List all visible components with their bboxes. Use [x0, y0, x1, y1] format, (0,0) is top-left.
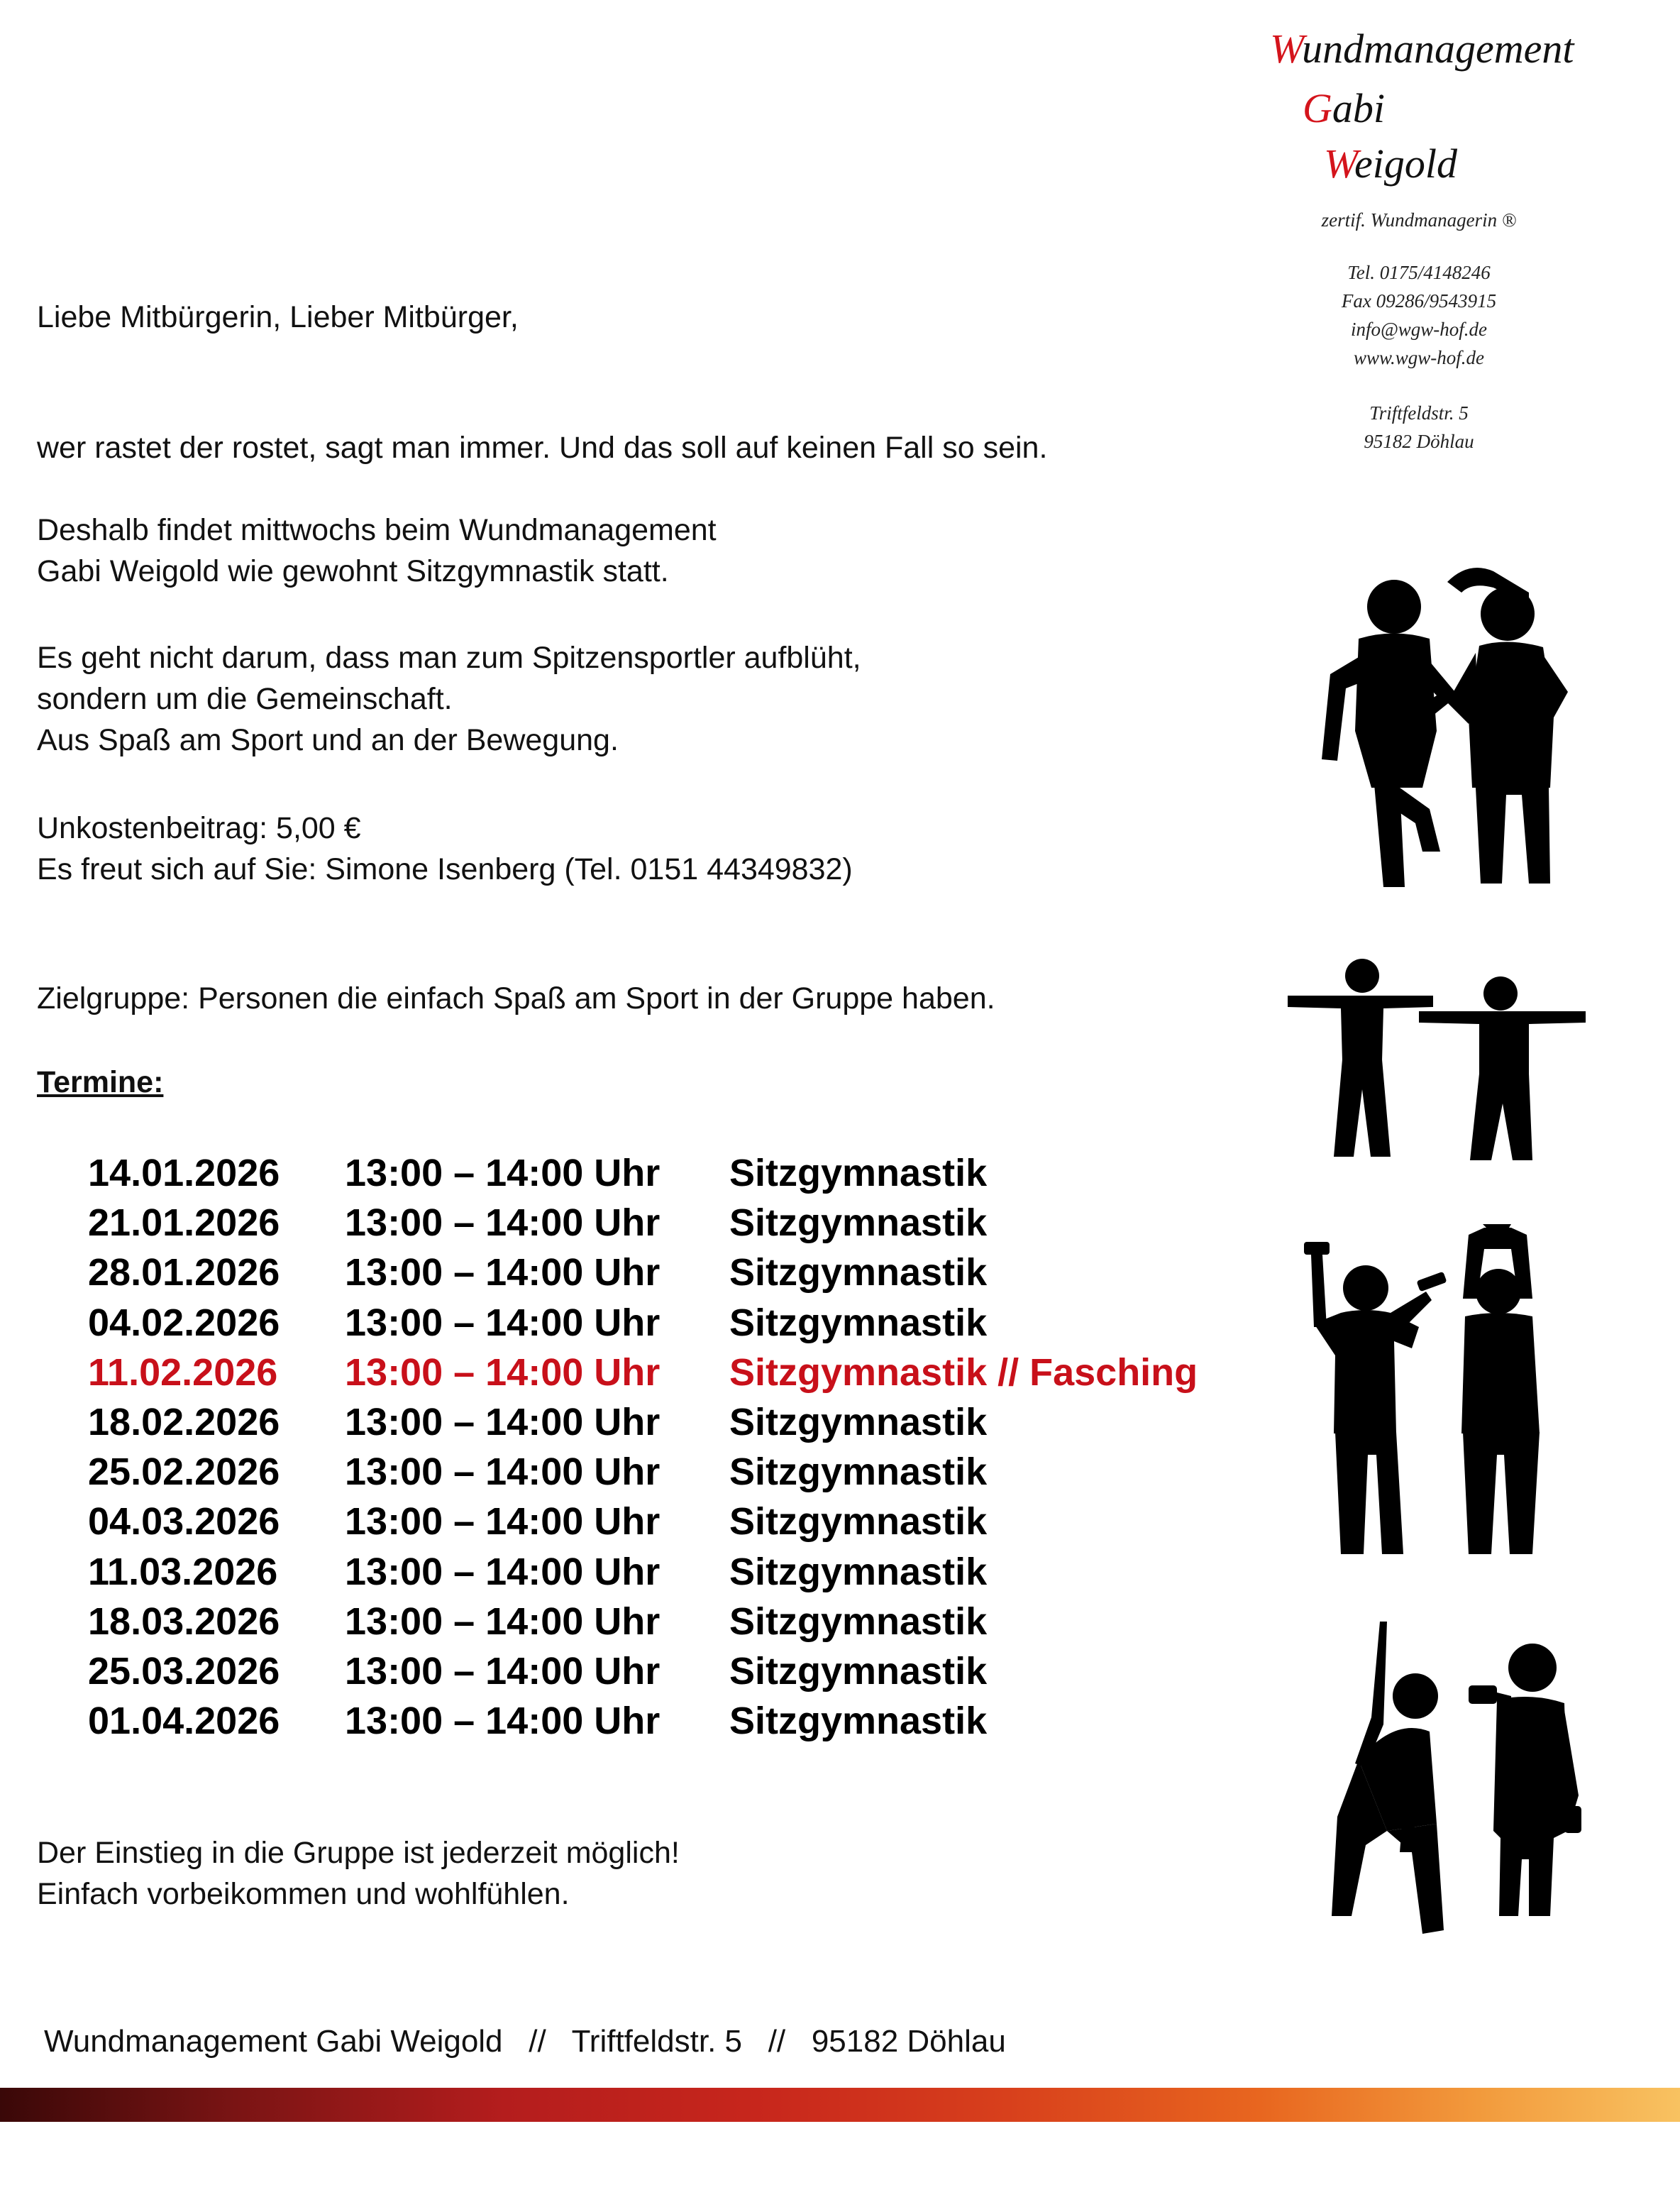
schedule-event: Sitzgymnastik — [729, 1649, 988, 1693]
schedule-date: 18.02.2026 — [88, 1400, 280, 1443]
schedule-event: Sitzgymnastik — [729, 1550, 988, 1593]
schedule-event: Sitzgymnastik // Fasching — [729, 1350, 1198, 1394]
fee: Unkostenbeitrag: 5,00 € — [37, 811, 361, 845]
closing-line-2: Einfach vorbeikommen und wohlfühlen. — [37, 1877, 570, 1911]
schedule-time: 13:00 – 14:00 Uhr — [345, 1201, 661, 1245]
schedule-date: 04.03.2026 — [88, 1500, 280, 1543]
schedule-date: 25.03.2026 — [88, 1649, 280, 1693]
schedule-row — [88, 1298, 1198, 1348]
schedule-date: 28.01.2026 — [88, 1251, 280, 1294]
schedule-event: Sitzgymnastik — [729, 1201, 988, 1245]
schedule-date: 11.03.2026 — [88, 1550, 278, 1593]
schedule-row — [88, 1148, 1198, 1198]
schedule-event: Sitzgymnastik — [729, 1451, 988, 1494]
paragraph-1: wer rastet der rostet, sagt man immer. Und das soll auf keinen Fall so sein. — [37, 431, 1048, 465]
schedule-time: 13:00 – 14:00 Uhr — [345, 1400, 661, 1443]
city: 95182 Döhlau — [1364, 431, 1474, 452]
schedule-date: 04.02.2026 — [88, 1301, 280, 1344]
salutation: Liebe Mitbürgerin, Lieber Mitbürger, — [37, 300, 519, 334]
schedule-row — [88, 1547, 1198, 1597]
schedule-date: 18.03.2026 — [88, 1600, 280, 1643]
schedule-date: 25.02.2026 — [88, 1451, 280, 1494]
paragraph-3-line-2: sondern um die Gemeinschaft. — [37, 682, 453, 716]
target-group: Zielgruppe: Personen die einfach Spaß am Sport in der Gruppe haben. — [37, 981, 995, 1016]
certification: zertif. Wundmanagerin ® — [1321, 209, 1517, 231]
schedule-event: Sitzgymnastik — [729, 1301, 988, 1344]
schedule-row-highlight — [88, 1348, 1198, 1397]
schedule-row — [88, 1597, 1198, 1646]
schedule-list — [88, 1148, 1198, 1746]
schedule-event: Sitzgymnastik — [729, 1600, 988, 1643]
schedule-event: Sitzgymnastik — [729, 1700, 988, 1743]
schedule-time: 13:00 – 14:00 Uhr — [345, 1550, 661, 1593]
closing-line-1: Der Einstieg in die Gruppe ist jederzeit möglich! — [37, 1836, 680, 1870]
schedule-row — [88, 1198, 1198, 1248]
schedule-row — [88, 1447, 1198, 1497]
seniors-side-stretch-icon — [1316, 1618, 1600, 1952]
schedule-row — [88, 1397, 1198, 1447]
seniors-arms-extended-icon — [1284, 954, 1589, 1167]
contact: Es freut sich auf Sie: Simone Isenberg (Tel. 0151 44349832) — [37, 852, 853, 886]
schedule-time: 13:00 – 14:00 Uhr — [345, 1251, 661, 1294]
seniors-balance-pose-icon — [1316, 554, 1586, 894]
email-link[interactable]: info@wgw-hof.de — [1350, 319, 1488, 340]
schedule-time: 13:00 – 14:00 Uhr — [345, 1152, 661, 1194]
schedule-date: 14.01.2026 — [88, 1152, 280, 1194]
phone: Tel. 0175/4148246 — [1347, 262, 1491, 283]
paragraph-3-line-1: Es geht nicht darum, dass man zum Spitzensportler aufblüht, — [37, 641, 861, 675]
footer-gradient-bar — [0, 2088, 1680, 2122]
seniors-dumbbell-icon — [1298, 1221, 1589, 1568]
schedule-time: 13:00 – 14:00 Uhr — [345, 1700, 661, 1743]
schedule-date: 11.02.2026 — [88, 1350, 278, 1394]
fax: Fax 09286/9543915 — [1341, 290, 1497, 312]
schedule-time: 13:00 – 14:00 Uhr — [345, 1600, 661, 1643]
paragraph-3-line-3: Aus Spaß am Sport und an der Bewegung. — [37, 723, 619, 757]
schedule-time: 13:00 – 14:00 Uhr — [345, 1301, 661, 1344]
company-name-line-2: Gabi — [1303, 85, 1386, 131]
website-link[interactable]: www.wgw-hof.de — [1353, 347, 1485, 368]
company-name-line-1: Wundmanagement — [1270, 26, 1574, 72]
schedule-time: 13:00 – 14:00 Uhr — [345, 1500, 661, 1543]
schedule-row — [88, 1248, 1198, 1297]
schedule-row — [88, 1696, 1198, 1746]
company-name-line-3: Weigold — [1324, 141, 1457, 187]
street: Triftfeldstr. 5 — [1369, 402, 1469, 424]
schedule-event: Sitzgymnastik — [729, 1152, 988, 1194]
schedule-time: 13:00 – 14:00 Uhr — [345, 1649, 661, 1693]
schedule-event: Sitzgymnastik — [729, 1251, 988, 1294]
schedule-time: 13:00 – 14:00 Uhr — [345, 1451, 661, 1494]
schedule-event: Sitzgymnastik — [729, 1500, 988, 1543]
schedule-row — [88, 1646, 1198, 1696]
paragraph-2-line-1: Deshalb findet mittwochs beim Wundmanagement — [37, 513, 717, 547]
dates-heading: Termine: — [37, 1065, 164, 1099]
schedule-row — [88, 1497, 1198, 1546]
schedule-event: Sitzgymnastik — [729, 1400, 988, 1443]
schedule-time: 13:00 – 14:00 Uhr — [345, 1350, 661, 1394]
paragraph-2-line-2: Gabi Weigold wie gewohnt Sitzgymnastik statt. — [37, 554, 669, 588]
footer-address: Wundmanagement Gabi Weigold // Triftfeldstr. 5 // 95182 Döhlau — [44, 2024, 1006, 2059]
schedule-date: 01.04.2026 — [88, 1700, 280, 1743]
schedule-date: 21.01.2026 — [88, 1201, 280, 1245]
